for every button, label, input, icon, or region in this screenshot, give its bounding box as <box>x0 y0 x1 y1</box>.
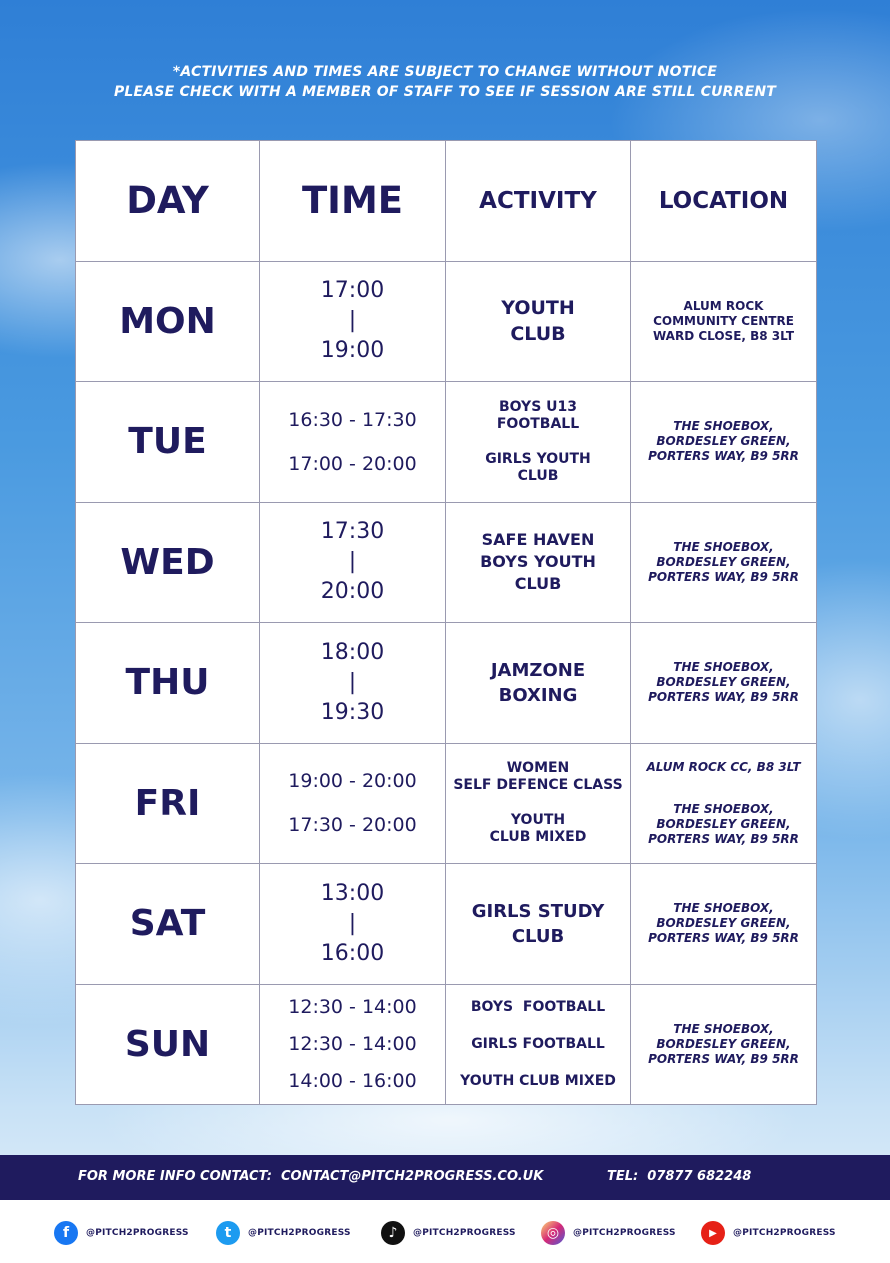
time-range: 14:00 - 16:00 <box>288 1069 417 1092</box>
location-line: BORDESLEY GREEN, <box>656 554 791 569</box>
day-cell: MON <box>76 261 260 382</box>
time-end: 20:00 <box>320 579 385 605</box>
time-cell <box>260 382 446 503</box>
activity-cell <box>446 864 631 985</box>
activity-line: BOYS FOOTBALL <box>470 998 606 1015</box>
time-cell <box>260 864 446 985</box>
location-line: WARD CLOSE, B8 3LT <box>652 328 795 343</box>
time-range: 12:30 - 14:00 <box>288 995 417 1018</box>
contact-phone[interactable]: TEL: 07877 682248 <box>607 1169 752 1184</box>
table-row <box>76 261 817 382</box>
activity-line: GIRLS YOUTH <box>485 450 591 467</box>
activity-line: WOMEN <box>506 760 570 777</box>
activity-line: CLUB <box>517 467 559 484</box>
day-cell: SUN <box>76 984 260 1105</box>
location-line: THE SHOEBOX, <box>673 419 774 434</box>
time-cell <box>260 743 446 864</box>
instagram-icon: ◎ <box>541 1221 565 1245</box>
activity-line: BOYS U13 <box>498 398 578 415</box>
notice-line-2: PLEASE CHECK WITH A MEMBER OF STAFF TO SEE IF SESSION ARE STILL CURRENT <box>113 84 777 100</box>
time-end: 19:30 <box>320 699 385 725</box>
time-start: 13:00 <box>320 880 385 906</box>
youtube-icon: ▶ <box>701 1221 725 1245</box>
activity-line: GIRLS FOOTBALL <box>471 1035 605 1052</box>
social-handle: @PITCH2PROGRESS <box>86 1228 189 1238</box>
facebook-icon: f <box>54 1221 78 1245</box>
day-cell: SAT <box>76 864 260 985</box>
location-line: BORDESLEY GREEN, <box>656 434 791 449</box>
notice <box>0 62 890 102</box>
social-links <box>0 1200 890 1263</box>
time-start: 17:00 <box>320 278 385 304</box>
time-cell <box>260 502 446 623</box>
activity-cell <box>446 261 631 382</box>
table-row <box>76 743 817 864</box>
time-range: 17:30 - 20:00 <box>288 814 417 837</box>
notice-line-1: *ACTIVITIES AND TIMES ARE SUBJECT TO CHANGE WITHOUT NOTICE <box>172 64 718 80</box>
activity-line: CLUB <box>511 925 565 947</box>
activity-line: JAMZONE <box>490 659 586 681</box>
table-row <box>76 984 817 1105</box>
location-line: THE SHOEBOX, <box>673 660 774 675</box>
activity-line: FOOTBALL <box>496 415 580 432</box>
social-handle: @PITCH2PROGRESS <box>413 1228 516 1238</box>
location-line: PORTERS WAY, B9 5RR <box>648 931 799 946</box>
location-line: THE SHOEBOX, <box>673 1021 774 1036</box>
activity-line: BOXING <box>498 684 578 706</box>
day-cell: FRI <box>76 743 260 864</box>
activity-line: CLUB <box>514 574 562 594</box>
header-day: DAY <box>76 141 260 262</box>
activity-cell <box>446 743 631 864</box>
activity-cell <box>446 984 631 1105</box>
location-cell <box>631 261 817 382</box>
location-cell <box>631 623 817 744</box>
time-start: 18:00 <box>320 639 385 665</box>
twitter-icon: t <box>216 1221 240 1245</box>
table-row <box>76 864 817 985</box>
location-line: ALUM ROCK <box>683 298 764 313</box>
location-line: ALUM ROCK CC, B8 3LT <box>646 759 801 774</box>
time-range: 12:30 - 14:00 <box>288 1032 417 1055</box>
location-line: THE SHOEBOX, <box>673 901 774 916</box>
social-tiktok[interactable] <box>381 1221 516 1245</box>
time-cell <box>260 623 446 744</box>
time-range: 17:00 - 20:00 <box>288 452 417 475</box>
activity-line: BOYS YOUTH <box>480 552 596 572</box>
location-line: THE SHOEBOX, <box>673 801 774 816</box>
location-line: PORTERS WAY, B9 5RR <box>648 449 799 464</box>
day-cell: TUE <box>76 382 260 503</box>
time-end: 19:00 <box>320 338 385 364</box>
table-row <box>76 502 817 623</box>
activity-line: SELF DEFENCE CLASS <box>453 777 623 794</box>
social-youtube[interactable] <box>701 1221 836 1245</box>
location-line: PORTERS WAY, B9 5RR <box>648 1051 799 1066</box>
location-line: BORDESLEY GREEN, <box>656 916 791 931</box>
location-cell <box>631 743 817 864</box>
time-cell <box>260 984 446 1105</box>
location-line: COMMUNITY CENTRE <box>653 313 794 328</box>
location-line: BORDESLEY GREEN, <box>656 816 791 831</box>
activity-line: YOUTH <box>501 297 575 320</box>
table-row <box>76 382 817 503</box>
header-row <box>76 141 817 262</box>
location-line: THE SHOEBOX, <box>673 539 774 554</box>
contact-bar <box>0 1155 890 1200</box>
social-instagram[interactable] <box>541 1221 676 1245</box>
location-line: BORDESLEY GREEN, <box>656 675 791 690</box>
location-line: PORTERS WAY, B9 5RR <box>648 569 799 584</box>
table-row <box>76 623 817 744</box>
time-start: 17:30 <box>320 519 385 545</box>
header-location: LOCATION <box>631 141 817 262</box>
time-cell <box>260 261 446 382</box>
activity-line: SAFE HAVEN <box>481 530 595 550</box>
social-handle: @PITCH2PROGRESS <box>733 1228 836 1238</box>
time-end: 16:00 <box>320 940 385 966</box>
location-line: PORTERS WAY, B9 5RR <box>648 690 799 705</box>
time-separator: | <box>348 910 357 936</box>
day-cell: WED <box>76 502 260 623</box>
activity-line: GIRLS STUDY <box>471 900 605 922</box>
time-range: 19:00 - 20:00 <box>288 770 417 793</box>
social-handle: @PITCH2PROGRESS <box>573 1228 676 1238</box>
activity-cell <box>446 502 631 623</box>
location-cell <box>631 864 817 985</box>
activity-line: CLUB MIXED <box>489 829 587 846</box>
social-handle: @PITCH2PROGRESS <box>248 1228 351 1238</box>
location-cell <box>631 382 817 503</box>
activity-line: YOUTH CLUB MIXED <box>460 1072 616 1089</box>
activity-cell <box>446 623 631 744</box>
time-separator: | <box>348 669 357 695</box>
contact-email[interactable]: FOR MORE INFO CONTACT: CONTACT@PITCH2PROGRESS.CO.UK <box>78 1169 544 1184</box>
schedule-table <box>75 140 817 1105</box>
header-activity: ACTIVITY <box>446 141 631 262</box>
social-facebook[interactable] <box>54 1221 189 1245</box>
location-line: PORTERS WAY, B9 5RR <box>648 831 799 846</box>
location-cell <box>631 502 817 623</box>
activity-cell <box>446 382 631 503</box>
activity-line: CLUB <box>510 323 566 346</box>
location-line: BORDESLEY GREEN, <box>656 1036 791 1051</box>
time-separator: | <box>348 308 357 334</box>
activity-line: YOUTH <box>510 812 566 829</box>
location-cell <box>631 984 817 1105</box>
header-time: TIME <box>260 141 446 262</box>
social-twitter[interactable] <box>216 1221 351 1245</box>
time-separator: | <box>348 549 357 575</box>
day-cell: THU <box>76 623 260 744</box>
time-range: 16:30 - 17:30 <box>288 408 417 431</box>
tiktok-icon: ♪ <box>381 1221 405 1245</box>
